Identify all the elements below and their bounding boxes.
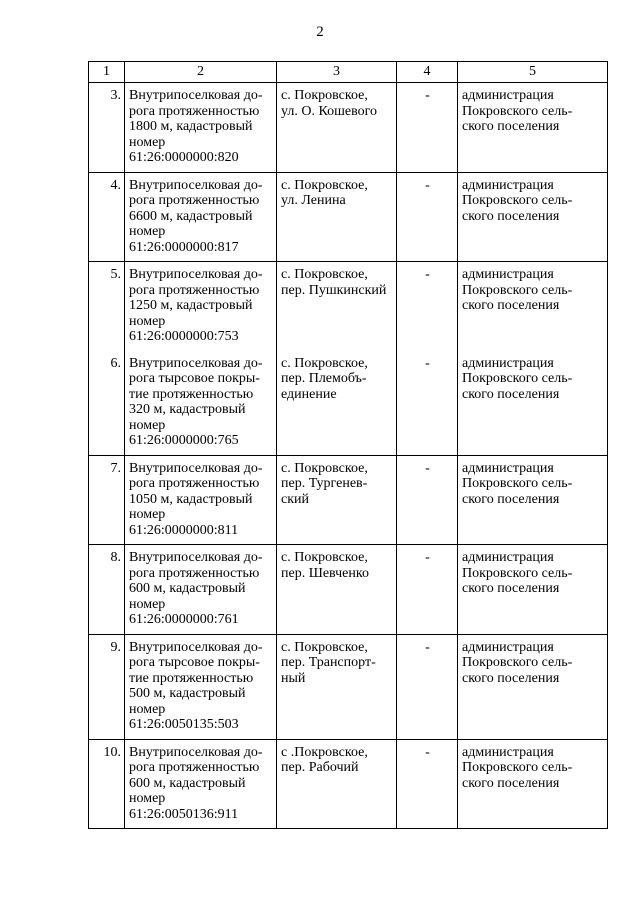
- table-row: [89, 545, 608, 635]
- table-row: [89, 634, 608, 739]
- road-address: с. Покровское, пер. Пушкинский: [277, 262, 397, 351]
- table-header-row: [89, 62, 608, 83]
- road-description: Внутрипоселковая до- рога протяженностью 600 м, кадастровый номер 61:26:0000000:761: [125, 545, 277, 635]
- column-4-value: -: [397, 83, 458, 173]
- road-owner: администрация Покровского сель- ского поселения: [458, 172, 608, 262]
- road-address: с. Покровское, ул. Ленина: [277, 172, 397, 262]
- road-address: с. Покровское, пер. Шевченко: [277, 545, 397, 635]
- column-4-value: -: [397, 545, 458, 635]
- road-address: с. Покровское, ул. О. Кошевого: [277, 83, 397, 173]
- column-header-1: 1: [89, 62, 125, 83]
- table-row: [89, 83, 608, 173]
- column-header-4: 4: [397, 62, 458, 83]
- table-row: [89, 172, 608, 262]
- road-owner: администрация Покровского сель- ского поселения: [458, 455, 608, 545]
- road-description: Внутрипоселковая до- рога протяженностью 600 м, кадастровый номер 61:26:0050136:911: [125, 739, 277, 829]
- road-owner: администрация Покровского сель- ского поселения: [458, 83, 608, 173]
- table-row: [89, 351, 608, 456]
- column-header-5: 5: [458, 62, 608, 83]
- road-registry-table: [88, 61, 608, 829]
- page-number: 2: [316, 24, 324, 40]
- road-description: Внутрипоселковая до- рога протяженностью 1050 м, кадастровый номер 61:26:0000000:811: [125, 455, 277, 545]
- road-owner: администрация Покровского сель- ского поселения: [458, 262, 608, 351]
- column-4-value: -: [397, 455, 458, 545]
- row-number: 7.: [89, 455, 125, 545]
- row-number: 3.: [89, 83, 125, 173]
- road-description: Внутрипоселковая до- рога тырсовое покры- тие протяженностью 320 м, кадастровый номер 61:26:0000000:765: [125, 351, 277, 456]
- road-address: с. Покровское, пер. Тургенев- ский: [277, 455, 397, 545]
- row-number: 9.: [89, 634, 125, 739]
- column-4-value: -: [397, 172, 458, 262]
- road-description: Внутрипоселковая до- рога протяженностью 6600 м, кадастровый номер 61:26:0000000:817: [125, 172, 277, 262]
- column-4-value: -: [397, 634, 458, 739]
- road-address: с. Покровское, пер. Племобъ- единение: [277, 351, 397, 456]
- road-owner: администрация Покровского сель- ского поселения: [458, 545, 608, 635]
- road-address: с .Покровское, пер. Рабочий: [277, 739, 397, 829]
- column-4-value: -: [397, 351, 458, 456]
- road-description: Внутрипоселковая до- рога протяженностью 1250 м, кадастровый номер 61:26:0000000:753: [125, 262, 277, 351]
- row-number: 5.: [89, 262, 125, 351]
- road-owner: администрация Покровского сель- ского поселения: [458, 351, 608, 456]
- road-owner: администрация Покровского сель- ского поселения: [458, 634, 608, 739]
- row-number: 10.: [89, 739, 125, 829]
- column-4-value: -: [397, 739, 458, 829]
- table-row: [89, 262, 608, 351]
- column-4-value: -: [397, 262, 458, 351]
- table-row: [89, 739, 608, 829]
- road-address: с. Покровское, пер. Транспорт- ный: [277, 634, 397, 739]
- road-description: Внутрипоселковая до- рога тырсовое покры- тие протяженностью 500 м, кадастровый номер 61:26:0050135:503: [125, 634, 277, 739]
- row-number: 4.: [89, 172, 125, 262]
- column-header-2: 2: [125, 62, 277, 83]
- row-number: 8.: [89, 545, 125, 635]
- road-description: Внутрипоселковая до- рога протяженностью 1800 м, кадастровый номер 61:26:0000000:820: [125, 83, 277, 173]
- column-header-3: 3: [277, 62, 397, 83]
- table-row: [89, 455, 608, 545]
- row-number: 6.: [89, 351, 125, 456]
- road-owner: администрация Покровского сель- ского поселения: [458, 739, 608, 829]
